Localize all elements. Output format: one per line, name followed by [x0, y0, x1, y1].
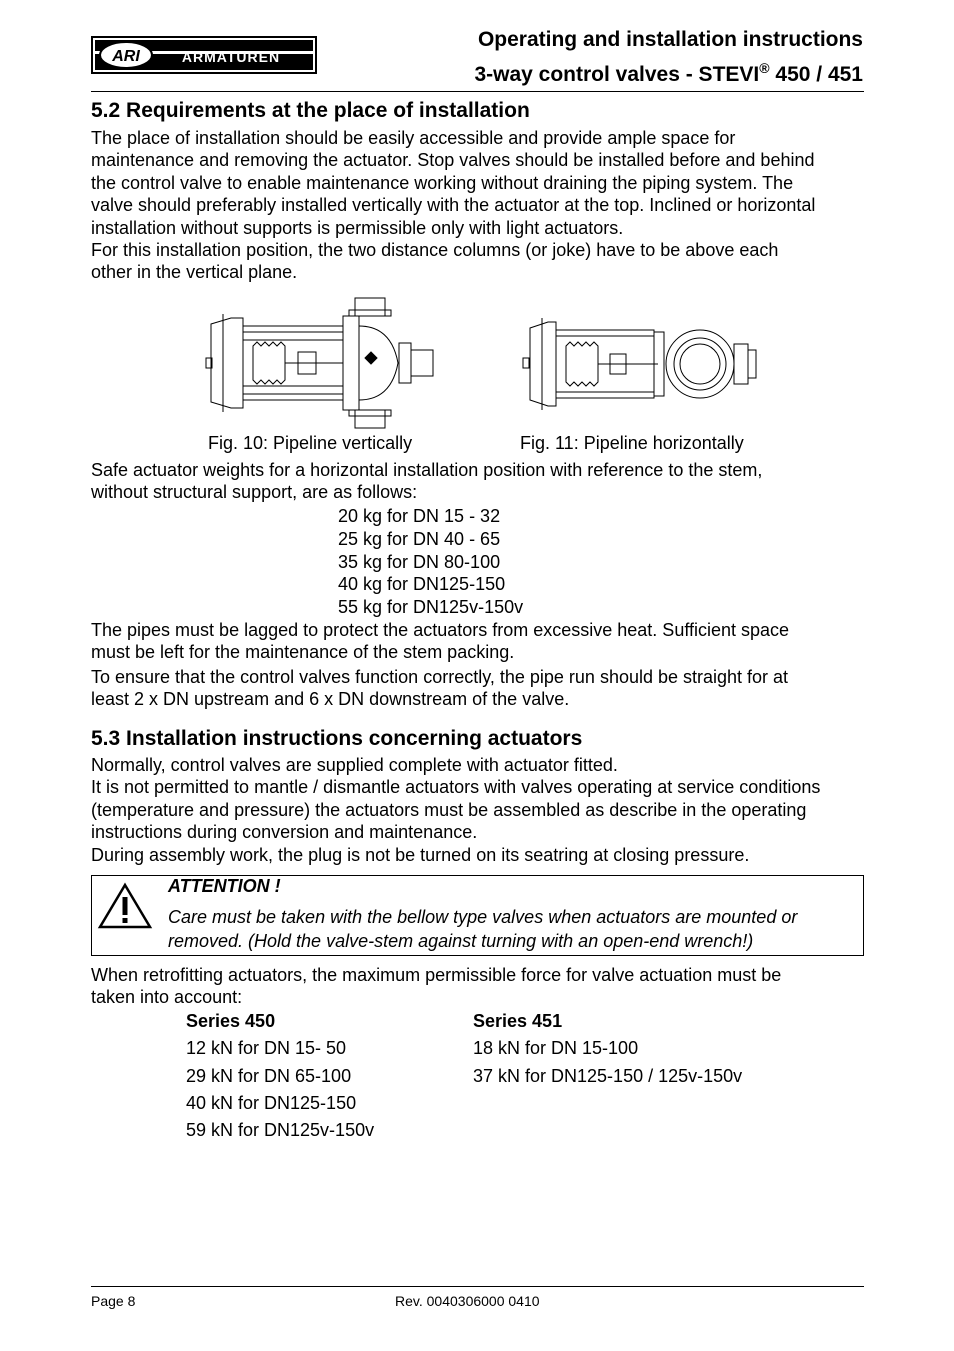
series-451-list: [473, 1008, 742, 1090]
fig-10-caption: Fig. 10: Pipeline vertically: [208, 433, 413, 453]
title-line-2: 3-way control valves - STEVI® 450 / 451: [474, 60, 863, 86]
list-item: 40 kN for DN125-150: [186, 1092, 357, 1113]
section-5-3-para1: Normally, control valves are supplied complete with actuator fitted. It is not permitted to mantle / dismantle actuators with valves operating at service conditions (temperature and pressure) the actuators must be assembled as describe in the operating instructions during conversion and maintenance. During assembly work, the plug is not be turned on its seatring at closing pressure.: [91, 755, 821, 865]
section-5-2-para1: The place of installation should be easily accessible and provide ample space for maintenance and removing the actuator. Stop valves should be installed before and behind the control valve to enable maintenance working without draining the piping system. The valve should preferably installed vertically with the actuator at the top. Inclined or horizontal installation without supports is permissible only with light actuators. For this installation position, the two distance columns (or joke) have to be above each other in the vertical plane.: [91, 128, 816, 283]
svg-text:ARI: ARI: [112, 48, 140, 65]
fig-10-pipeline-vertically-drawing: [203, 296, 438, 430]
section-5-2-heading: 5.2 Requirements at the place of installation: [91, 99, 530, 122]
ari-armaturen-logo: [91, 36, 317, 74]
list-item: 20 kg for DN 15 - 32: [338, 506, 501, 526]
fig-11-caption: Fig. 11: Pipeline horizontally: [520, 433, 744, 453]
footer-rule: [91, 1286, 864, 1287]
actuator-weights-list: [338, 505, 523, 619]
section-5-3-heading: 5.3 Installation instructions concerning actuators: [91, 727, 583, 750]
list-item: 40 kg for DN125-150: [338, 574, 506, 595]
list-item: 35 kg for DN 80-100: [338, 551, 501, 572]
list-item: 25 kg for DN 40 - 65: [338, 528, 501, 549]
series-450-title: Series 450: [186, 1011, 276, 1031]
svg-text:ARMATUREN: ARMATUREN: [181, 49, 281, 65]
section-5-2-para2: Safe actuator weights for a horizontal installation position with reference to the stem, without structural support, are as follows:: [91, 460, 763, 503]
document-title: [474, 25, 863, 89]
list-item: 37 kN for DN125-150 / 125v-150v: [473, 1065, 743, 1086]
revision-number: Rev. 0040306000 0410: [395, 1293, 540, 1309]
section-5-3-para2: When retrofitting actuators, the maximum permissible force for valve actuation must be taken into account:: [91, 965, 782, 1008]
fig-11-pipeline-horizontally-drawing: [518, 316, 758, 412]
warning-triangle-icon: [97, 882, 153, 930]
list-item: 55 kg for DN125v-150v: [338, 597, 524, 618]
section-5-2-para4: To ensure that the control valves function correctly, the pipe run should be straight for at least 2 x DN upstream and 6 x DN downstream of the valve.: [91, 667, 789, 710]
list-item: 12 kN for DN 15- 50: [186, 1038, 347, 1059]
section-5-2-para3: The pipes must be lagged to protect the actuators from excessive heat. Sufficient space must be left for the maintenance of the stem packing.: [91, 620, 790, 663]
series-451-title: Series 451: [473, 1011, 563, 1031]
title-line-1: Operating and installation instructions: [477, 28, 863, 51]
list-item: 29 kN for DN 65-100: [186, 1065, 352, 1086]
list-item: 59 kN for DN125v-150v: [186, 1120, 375, 1141]
page-number: Page 8: [91, 1293, 136, 1309]
header-rule: [91, 91, 864, 92]
list-item: 18 kN for DN 15-100: [473, 1038, 639, 1059]
series-450-list: [186, 1008, 374, 1144]
attention-text: Care must be taken with the bellow type valves when actuators are mounted or removed. (Hold the valve-stem against turning with an open-end wrench!): [168, 907, 798, 951]
attention-title: ATTENTION !: [168, 876, 281, 896]
